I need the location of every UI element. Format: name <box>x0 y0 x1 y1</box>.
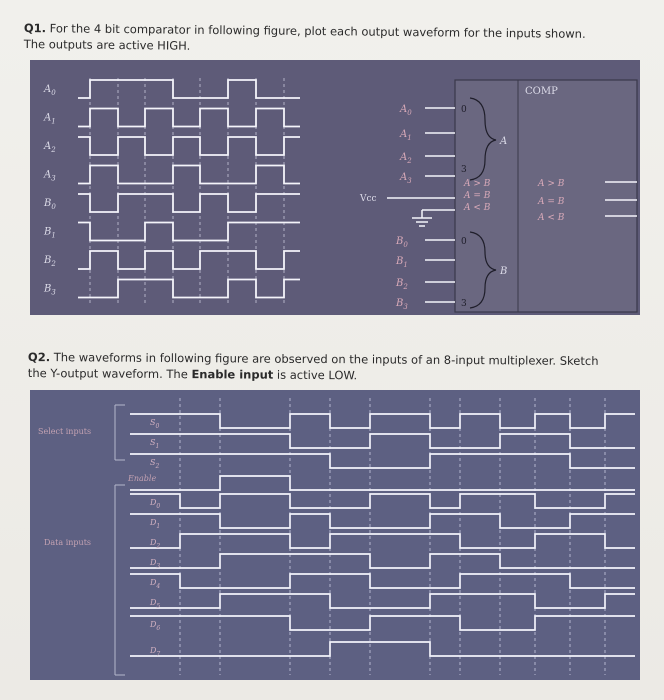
comp-input-label-A2: $A_2$ <box>400 152 412 165</box>
mux-label-D7: $D_7$ <box>150 646 161 658</box>
bus-b-top-index: 0 <box>461 237 467 247</box>
signal-label-B1: $B_1$ <box>44 226 56 240</box>
cascade-input-label-1: A = B <box>464 191 491 201</box>
signal-label-A2: $A_2$ <box>44 141 56 154</box>
data-group-label: Data inputs <box>44 538 92 547</box>
mux-label-S1: $S_1$ <box>150 438 160 450</box>
signal-label-A0: $A_0$ <box>44 84 56 97</box>
mux-label-D4: $D_4$ <box>150 578 161 590</box>
cascade-input-label-2: A < B <box>464 203 491 213</box>
question-1 <box>24 20 644 58</box>
output-label-2: A < B <box>538 213 565 223</box>
mux-label-D1: $D_1$ <box>150 518 161 530</box>
question-2-text-b-post: is active LOW. <box>273 367 358 383</box>
signal-label-B2: $B_2$ <box>44 255 56 268</box>
question-2 <box>28 349 648 385</box>
output-label-1: A = B <box>538 197 565 207</box>
question-1-text-a: For the 4 bit comparator in following figure, plot each output waveform for the inputs shown. <box>45 21 586 41</box>
question-2-text-b-pre: the Y-output waveform. The <box>27 365 192 382</box>
comparator-figure <box>30 60 640 315</box>
comp-input-label-B3: $B_3$ <box>396 298 408 311</box>
comp-input-label-A0: $A_0$ <box>400 104 412 117</box>
signal-label-B0: $B_0$ <box>44 198 56 211</box>
bus-a-name: A <box>500 136 508 147</box>
comparator-title: COMP <box>525 86 558 97</box>
question-2-text-a: The waveforms in following figure are observed on the inputs of an 8-input multiplexer. Sketch <box>50 350 599 368</box>
select-group-label: Select inputs <box>38 427 92 436</box>
bus-a-bottom-index: 3 <box>461 165 467 175</box>
comp-input-label-B0: $B_0$ <box>396 236 408 249</box>
comp-input-label-B1: $B_1$ <box>396 256 408 269</box>
question-2-number: Q2. <box>27 349 51 365</box>
mux-label-D0: $D_0$ <box>150 498 161 510</box>
mux-label-D3: $D_3$ <box>150 558 161 570</box>
comp-input-label-A3: $A_3$ <box>400 172 412 185</box>
signal-label-B3: $B_3$ <box>44 283 56 297</box>
mux-label-S0: $S_0$ <box>150 418 160 430</box>
signal-label-A1: $A_1$ <box>44 112 56 126</box>
mux-label-D2: $D_2$ <box>150 538 161 550</box>
mux-label-Enable: Enable <box>128 474 157 483</box>
bus-b-bottom-index: 3 <box>461 299 467 309</box>
question-2-enable-emphasis: Enable input <box>191 367 274 382</box>
multiplexer-figure <box>30 390 640 680</box>
question-1-number: Q1. <box>23 20 47 36</box>
question-1-line-2: The outputs are active HIGH. <box>23 36 191 53</box>
bus-a-top-index: 0 <box>461 105 467 115</box>
mux-label-D5: $D_5$ <box>150 598 161 610</box>
vcc-label: Vcc <box>360 194 377 204</box>
signal-label-A3: $A_3$ <box>44 169 56 183</box>
cascade-input-label-0: A > B <box>464 179 491 189</box>
comp-input-label-A1: $A_1$ <box>400 129 412 142</box>
mux-label-S2: $S_2$ <box>150 458 160 470</box>
output-label-0: A > B <box>538 179 565 189</box>
comp-input-label-B2: $B_2$ <box>396 278 408 291</box>
mux-label-D6: $D_6$ <box>150 620 161 632</box>
bus-b-name: B <box>500 266 508 277</box>
